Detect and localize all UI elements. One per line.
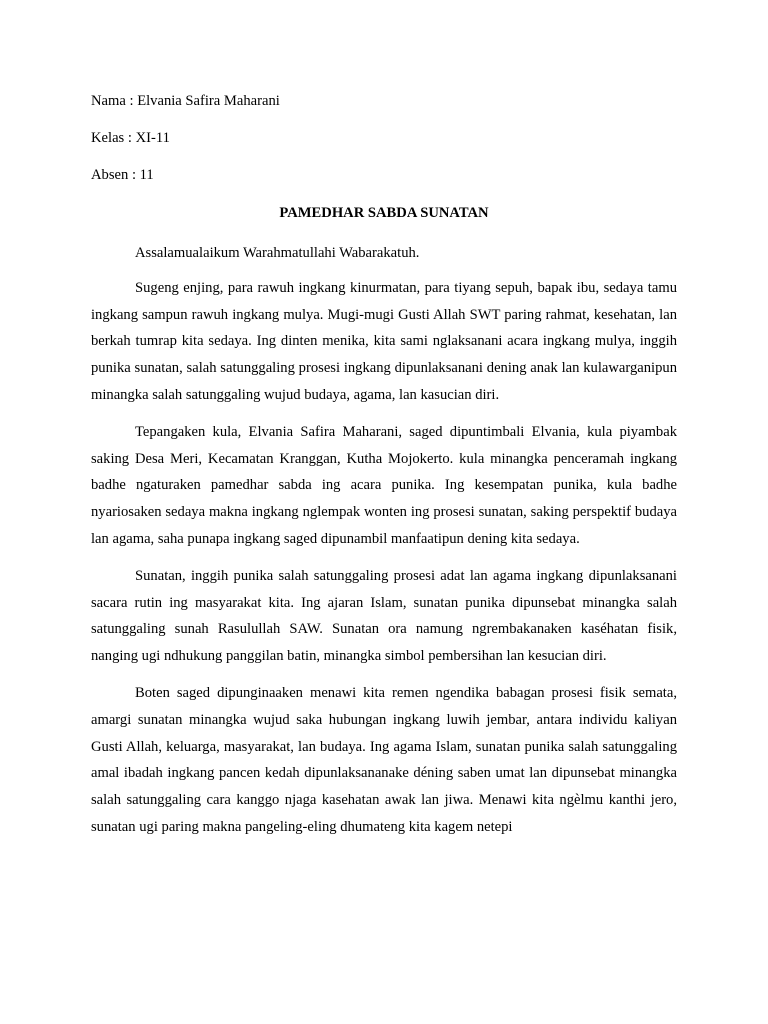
document-title: PAMEDHAR SABDA SUNATAN xyxy=(279,205,489,221)
student-class: Kelas : XI-11 xyxy=(91,130,170,146)
paragraph-greeting: Assalamualaikum Warahmatullahi Wabarakatuh. xyxy=(135,245,420,261)
paragraph-meaning: Boten saged dipunginaaken menawi kita remen ngendika babagan prosesi fisik semata, amargi sunatan minangka wujud saka hubungan ingkang luwih jembar, antara individu kaliyan Gusti Allah, keluarga, masyarakat, lan budaya. Ing agama Islam, sunatan punika salah satunggaling amal ibadah ingkang pancen kedah dipunlaksananake déning saben umat lan dipunsebat minangka salah satunggaling cara kanggo njaga kasehatan awak lan jiwa. Menawi kita ngèlmu kanthi jero, sunatan ugi paring makna pangeling-eling dhumateng kita kagem netepi xyxy=(91,684,677,835)
paragraph-definition: Sunatan, inggih punika salah satunggaling prosesi adat lan agama ingkang dipunlaksanani sacara rutin ing masyarakat kita. Ing ajaran Islam, sunatan punika dipunsebat minangka salah satunggaling sunah Rasulullah SAW. Sunatan ora namung ngrembakanaken kaséhatan fisik, nanging ugi ndhukung panggilan batin, minangka simbol pembersihan lan kesucian diri. xyxy=(91,567,677,665)
student-number: Absen : 11 xyxy=(91,167,154,183)
student-name: Nama : Elvania Safira Maharani xyxy=(91,93,280,109)
document-page xyxy=(91,92,677,851)
paragraph-introduction: Tepangaken kula, Elvania Safira Maharani, saged dipuntimbali Elvania, kula piyambak saking Desa Meri, Kecamatan Kranggan, Kutha Mojokerto. kula minangka penceramah ingkang badhe ngaturaken pamedhar sabda ing acara punika. Ing kesempatan punika, kula badhe nyariosaken sedaya makna ingkang nglempak wonten ing prosesi sunatan, saking perspektif budaya lan agama, saha punapa ingkang saged dipunambil manfaatipun dening kita sedaya. xyxy=(91,423,677,547)
paragraph-opening: Sugeng enjing, para rawuh ingkang kinurmatan, para tiyang sepuh, bapak ibu, sedaya tamu ingkang sampun rawuh ingkang mulya. Mugi-mugi Gusti Allah SWT paring rahmat, kesehatan, lan berkah tumrap kita sedaya. Ing dinten menika, kita sami nglaksanani acara ingkang mulya, inggih punika sunatan, salah satunggaling prosesi ingkang dipunlaksanani dening anak lan kulawarganipun minangka salah satunggaling wujud budaya, agama, lan kasucian diri. xyxy=(91,279,677,403)
